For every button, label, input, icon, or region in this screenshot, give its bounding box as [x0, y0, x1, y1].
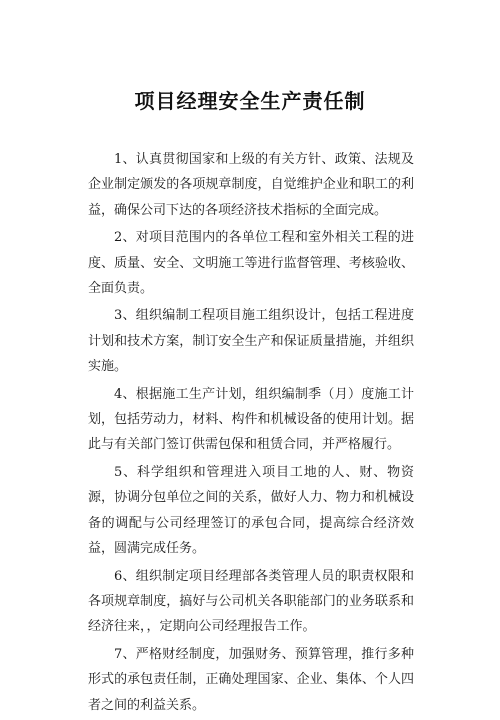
document-title: 项目经理安全生产责任制	[134, 89, 366, 113]
document-body	[88, 147, 414, 720]
paragraph-3: 3、组织编制工程项目施工组织设计，包括工程进度计划和技术方案，制订安全生产和保证质量措施，并组织实施。	[88, 308, 414, 375]
paragraph-1: 1、认真贯彻国家和上级的有关方针、政策、法规及企业制定颁发的各项规章制度，自觉维护企业和职工的利益，确保公司下达的各项经济技术指标的全面完成。	[88, 152, 414, 218]
paragraph-4: 4、根据施工生产计划，组织编制季（月）度施工计划，包括劳动力，材料、构件和机械设备的使用计划。据此与有关部门签订供需包保和租赁合同，并严格履行。	[88, 386, 414, 453]
paragraph-6: 6、组织制定项目经理部各类管理人员的职责权限和各项规章制度，搞好与公司机关各职能部门的业务联系和经济往来，，定期向公司经理报告工作。	[88, 568, 414, 635]
paragraph-2: 2、对项目范围内的各单位工程和室外相关工程的进度、质量、安全、文明施工等进行监督管理、考核验收、全面负责。	[88, 230, 414, 297]
paragraph-7: 7、严格财经制度，加强财务、预算管理，推行多种形式的承包责任制，正确处理国家、企业、集体、个人四者之间的利益关系。	[88, 646, 414, 713]
paragraph-5: 5、科学组织和管理进入项目工地的人、财、物资源，协调分包单位之间的关系，做好人力、物力和机械设备的调配与公司经理签订的承包合同，提高综合经济效益，圆满完成任务。	[88, 464, 414, 557]
